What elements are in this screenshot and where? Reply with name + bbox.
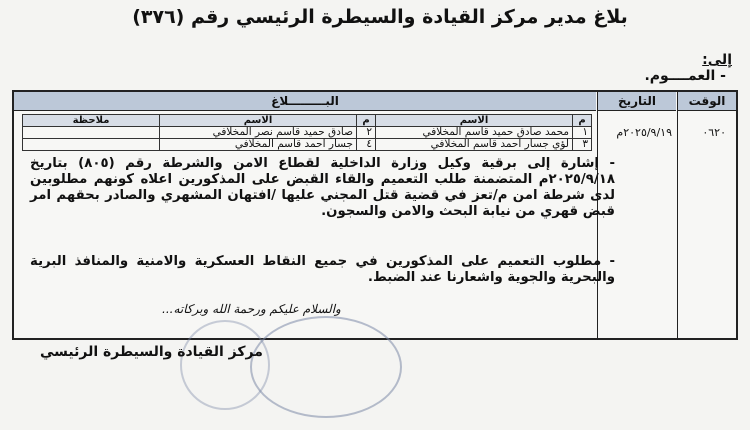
time-header: الوقت [678,92,736,111]
report-header: البـــــــــلاغ [14,92,596,111]
row-name: لؤي جسار احمد قاسم المخلافي [376,139,573,151]
row-note [23,127,160,139]
column-divider [677,92,679,338]
row-note [23,139,160,151]
names-table-header-row [23,115,592,127]
report-frame [12,90,738,340]
row-name: جسار احمد قاسم المخلافي [160,139,357,151]
signature: مركز القيادة والسيطرة الرئيسي [40,344,263,360]
col-header-index: م [573,115,592,127]
col-header-note: ملاحظة [23,115,160,127]
recipient-value: - العمــــوم. [644,68,726,84]
paragraph-2: - مطلوب التعميم على المذكورين في جميع النقاط العسكرية والامنية والمنافذ البرية والبحرية والجوية واشعارنا عند الضبط. [30,254,615,285]
date-header: التاريخ [598,92,676,111]
official-stamp [250,316,402,418]
time-value: ٠٦٢٠ [702,126,726,139]
table-row [23,139,592,151]
row-index: ٤ [357,139,376,151]
date-value: ٢٠٢٥/٩/١٩م [616,126,672,139]
col-header-name: الاسم [160,115,357,127]
row-name: صادق حميد قاسم نصر المخلافي [160,127,357,139]
col-header-index: م [357,115,376,127]
names-table [22,114,592,151]
table-row [23,127,592,139]
page-title: بلاغ مدير مركز القيادة والسيطرة الرئيسي رقم (٣٧٦) [132,6,628,28]
row-name: محمد صادق حميد قاسم المخلافي [376,127,573,139]
paragraph-1: - إشارة إلى برقية وكيل وزارة الداخلية لقطاع الامن والشرطة رقم (٨٠٥) بتاريخ ٢٠٢٥/٩/١٨م المتضمنة طلب التعميم والقاء القبض على المذكورين اعلاه كونهم مطلوبين لدى شرطة امن م/تعز في قضية قتل المجني عليها /افتهان المشهري والصادر بحقهم امر قبض قهري من نيابة البحث والامن والسجون. [30,156,615,219]
row-index: ١ [573,127,592,139]
recipient-label: إلى: [702,52,732,68]
col-header-name: الاسم [376,115,573,127]
row-index: ٣ [573,139,592,151]
row-index: ٢ [357,127,376,139]
closing-text: والسلام عليكم ورحمة الله وبركاته... [162,302,341,316]
